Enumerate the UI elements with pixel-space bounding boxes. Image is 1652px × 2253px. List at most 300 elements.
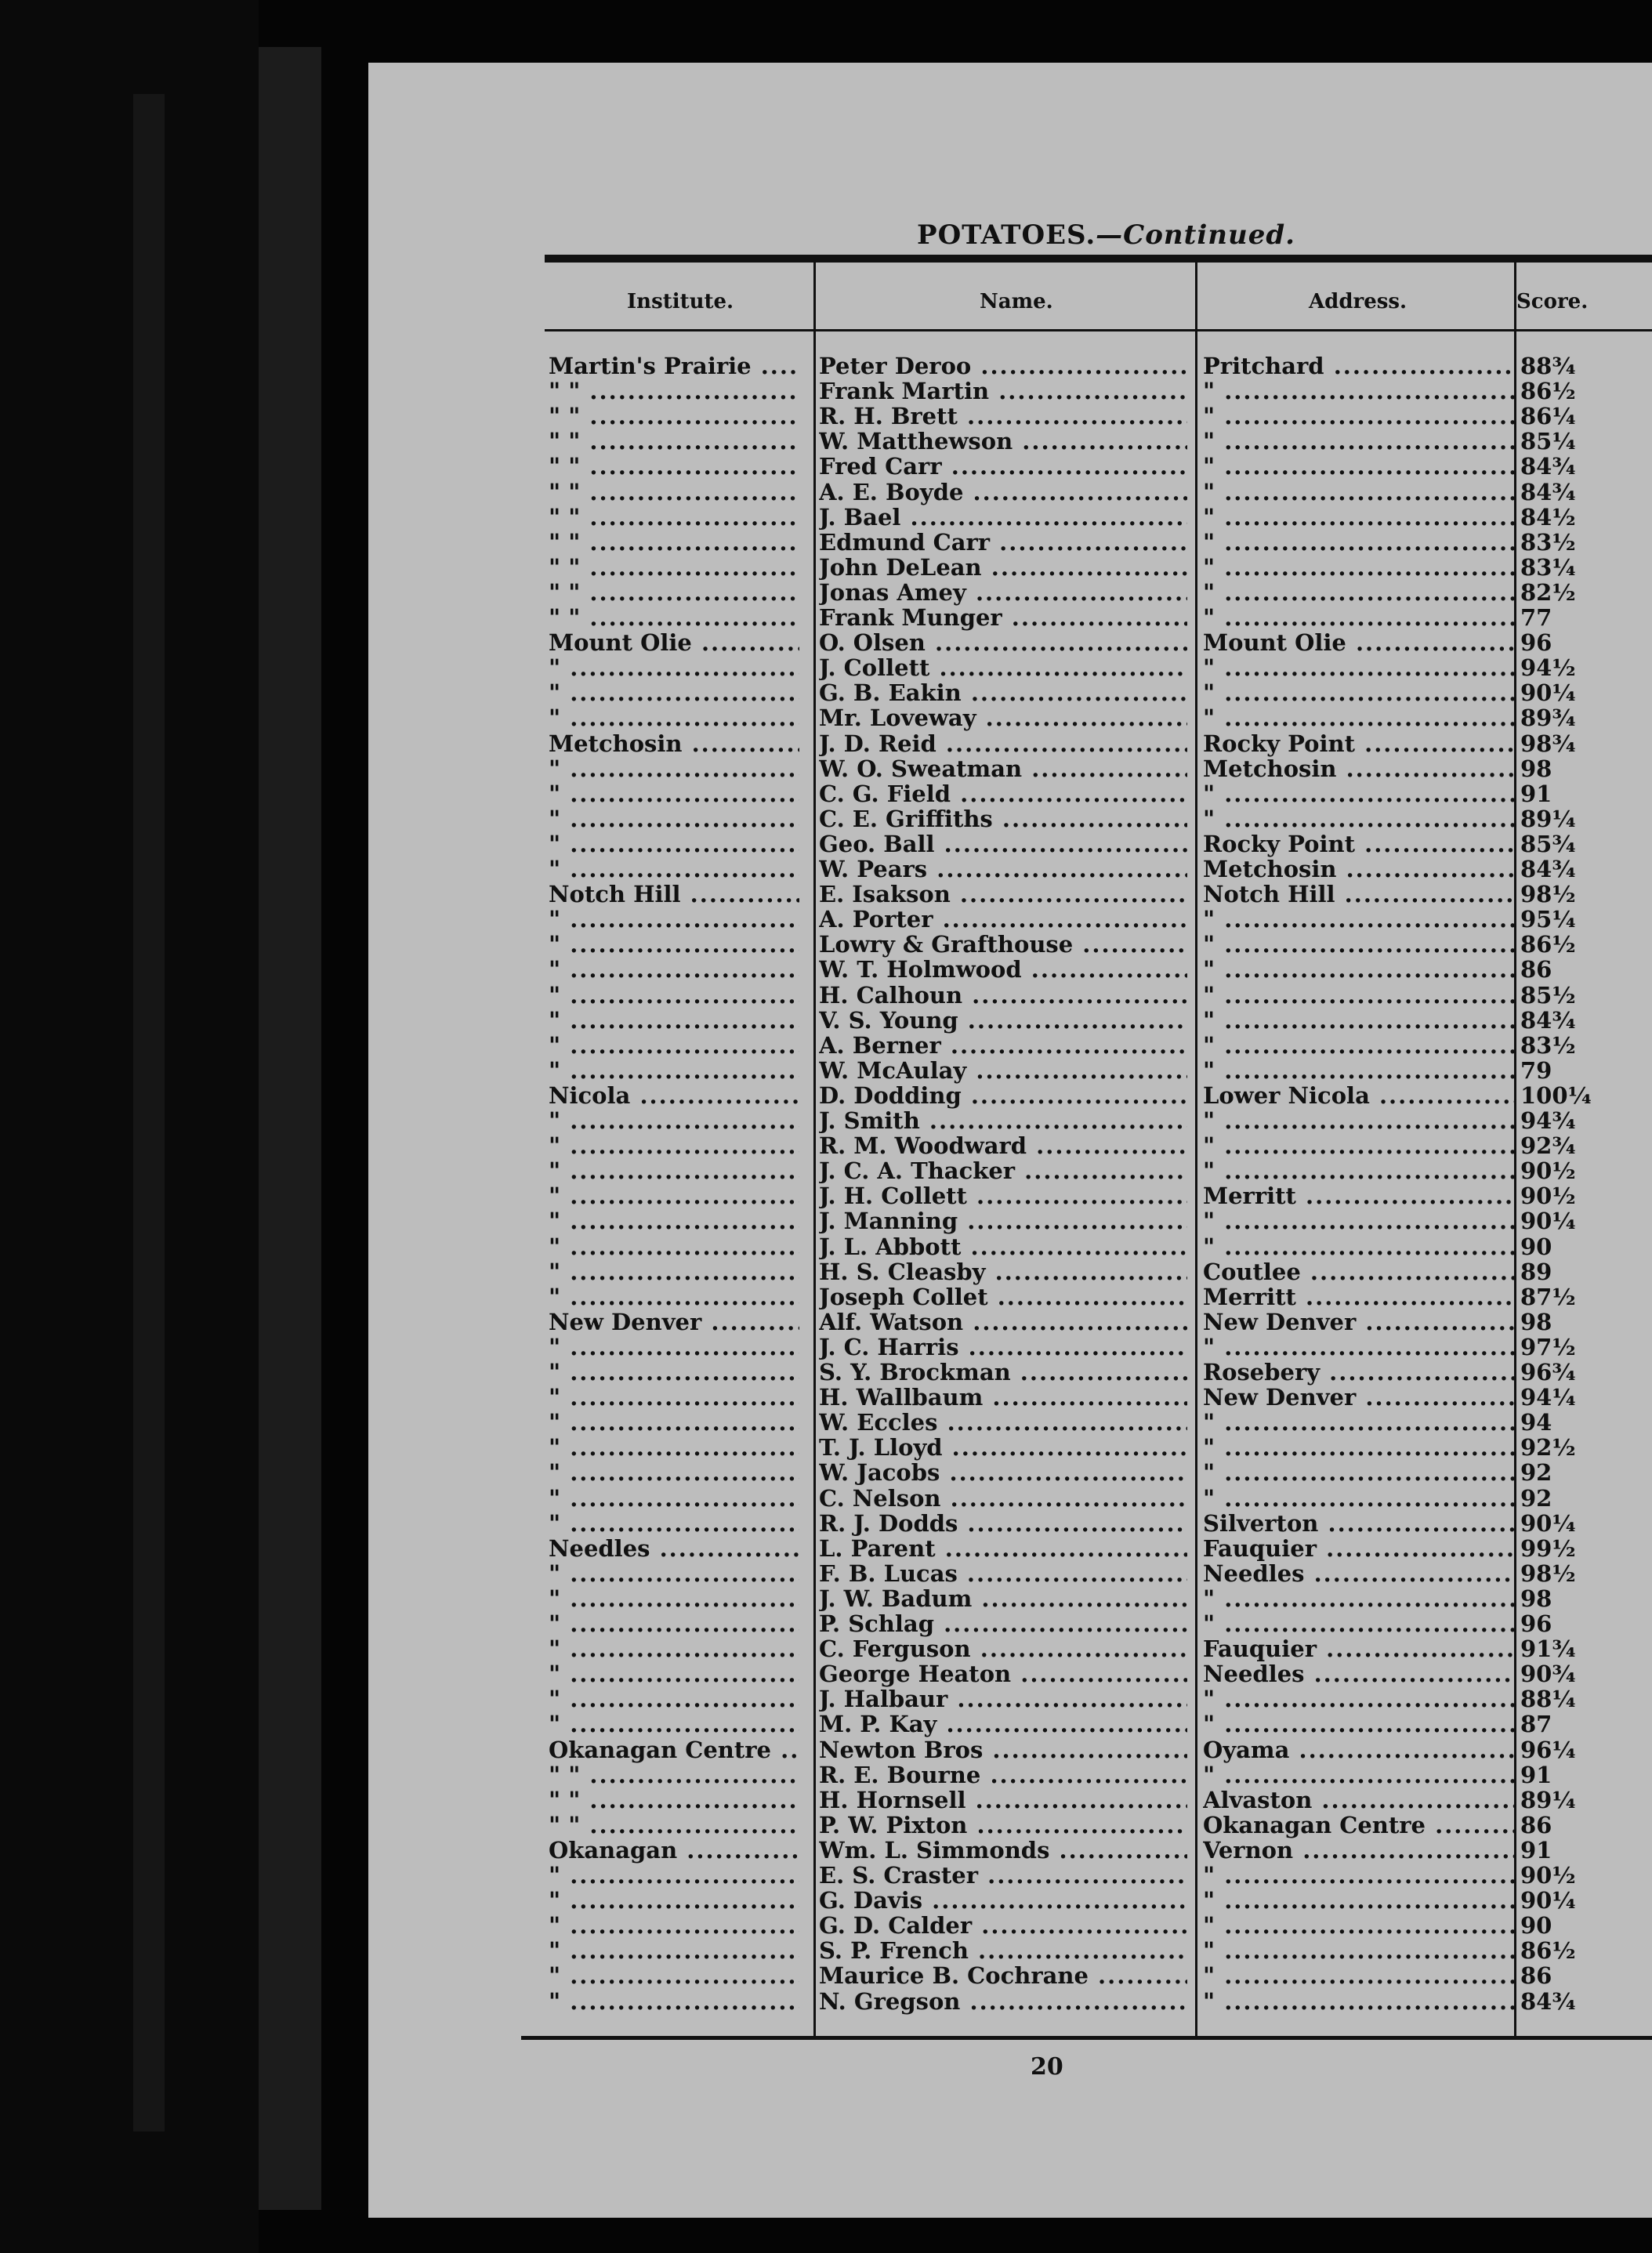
cell-name	[819, 1132, 1187, 1159]
cell-institute	[549, 1007, 799, 1034]
cell-score-text: 96	[1520, 1610, 1552, 1637]
cell-institute-text: " " .....	[549, 453, 799, 480]
cell-institute	[549, 403, 799, 429]
cell-institute-text: " .....	[549, 1862, 799, 1889]
cell-address-text: " .....	[1203, 1610, 1516, 1637]
cell-address-text: Metchosin .....	[1203, 856, 1516, 882]
cell-name	[819, 1233, 1187, 1260]
cell-name-text: W. Matthewson .....	[819, 428, 1187, 455]
cell-institute	[549, 504, 799, 531]
cell-name	[819, 554, 1187, 581]
cell-name	[819, 755, 1187, 782]
cell-institute-text: " .....	[549, 1057, 799, 1084]
cell-score-text: 90¼	[1520, 1509, 1576, 1537]
cell-address-text: New Denver .....	[1203, 1384, 1516, 1411]
cell-score	[1520, 1937, 1646, 1964]
cell-institute	[549, 428, 799, 455]
cell-name	[819, 705, 1187, 731]
cell-name	[819, 1183, 1187, 1209]
cell-score-text: 89¾	[1520, 705, 1576, 732]
cell-institute-text: " .....	[549, 1208, 799, 1234]
cell-address	[1203, 755, 1516, 782]
cell-institute	[549, 1284, 799, 1310]
cell-name-text: Peter Deroo .....	[819, 353, 1187, 379]
cell-score	[1520, 1535, 1646, 1562]
cell-score	[1520, 428, 1646, 455]
cell-score-text: 79	[1520, 1056, 1552, 1084]
header-institute: Institute.	[627, 290, 734, 313]
cell-name	[819, 1686, 1187, 1712]
cell-institute	[549, 1233, 799, 1260]
cell-name-text: W. Pears .....	[819, 856, 1187, 882]
cell-score-text: 87½	[1520, 1283, 1576, 1310]
cell-institute	[549, 1862, 799, 1889]
table-row	[368, 1132, 1652, 1160]
cell-name-text: N. Gregson .....	[819, 1988, 1187, 2015]
table-row	[368, 428, 1652, 453]
cell-name-text: A. Berner .....	[819, 1032, 1187, 1059]
cell-institute	[549, 1434, 799, 1461]
table-row	[368, 730, 1652, 755]
cell-score	[1520, 1132, 1646, 1159]
cell-name-text: A. E. Boyde .....	[819, 479, 1187, 505]
cell-score-text: 98	[1520, 1585, 1552, 1612]
table-row	[368, 1812, 1652, 1837]
cell-address-text: " .....	[1203, 806, 1516, 832]
cell-name-text: L. Parent .....	[819, 1535, 1187, 1562]
cell-institute-text: " .....	[549, 1284, 799, 1310]
table-row	[368, 1409, 1652, 1434]
cell-institute-text: " .....	[549, 931, 799, 958]
cell-name-text: J. C. Harris .....	[819, 1334, 1187, 1360]
cell-address-text: Notch Hill .....	[1203, 881, 1516, 907]
table-row	[368, 1686, 1652, 1711]
cell-address	[1203, 353, 1516, 379]
document-page	[368, 63, 1652, 2218]
cell-address	[1203, 604, 1516, 631]
table-row	[368, 1082, 1652, 1107]
cell-institute-text: " .....	[549, 1585, 799, 1612]
cell-score-text: 86½	[1520, 1937, 1576, 1965]
cell-score-text: 97½	[1520, 1333, 1576, 1360]
cell-institute-text: " .....	[549, 1510, 799, 1537]
cell-address-text: " .....	[1203, 1762, 1516, 1788]
table-row	[368, 1711, 1652, 1736]
cell-address-text: " .....	[1203, 604, 1516, 631]
table-row	[368, 982, 1652, 1007]
cell-name-text: C. G. Field .....	[819, 781, 1187, 807]
cell-score-text: 84½	[1520, 503, 1576, 531]
cell-name	[819, 1737, 1187, 1763]
cell-name-text: V. S. Young .....	[819, 1007, 1187, 1034]
table-row	[368, 831, 1652, 856]
table-row	[368, 755, 1652, 781]
cell-score-text: 89	[1520, 1258, 1552, 1285]
cell-address-text: Merritt .....	[1203, 1183, 1516, 1209]
cell-name	[819, 1309, 1187, 1335]
cell-institute-text: " .....	[549, 1962, 799, 1989]
cell-institute	[549, 479, 799, 505]
cell-address	[1203, 1082, 1516, 1109]
cell-institute	[549, 529, 799, 556]
cell-institute	[549, 1988, 799, 2015]
cell-score	[1520, 1057, 1646, 1084]
cell-address	[1203, 1737, 1516, 1763]
cell-address	[1203, 1610, 1516, 1637]
cell-address	[1203, 1787, 1516, 1813]
cell-address	[1203, 554, 1516, 581]
cell-institute-text: " .....	[549, 1459, 799, 1486]
cell-address	[1203, 931, 1516, 958]
table-row	[368, 1887, 1652, 1912]
cell-score-text: 86½	[1520, 378, 1576, 405]
cell-address	[1203, 453, 1516, 480]
cell-name-text: Lowry & Grafthouse .....	[819, 931, 1187, 958]
cell-name-text: J. Manning .....	[819, 1208, 1187, 1234]
table-row	[368, 1032, 1652, 1057]
cell-name-text: S. P. French .....	[819, 1937, 1187, 1964]
cell-institute-text: " " .....	[549, 1812, 799, 1838]
cell-institute	[549, 1309, 799, 1335]
cell-score	[1520, 781, 1646, 807]
cell-score	[1520, 1459, 1646, 1486]
cell-institute	[549, 1962, 799, 1989]
cell-institute	[549, 1057, 799, 1084]
page-title	[917, 219, 1295, 251]
cell-address	[1203, 1259, 1516, 1285]
table-row	[368, 705, 1652, 730]
cell-score	[1520, 1157, 1646, 1184]
cell-institute	[549, 1334, 799, 1360]
cell-address-text: " .....	[1203, 1409, 1516, 1436]
cell-address	[1203, 1132, 1516, 1159]
cell-name-text: S. Y. Brockman .....	[819, 1359, 1187, 1385]
cell-score-text: 98¾	[1520, 730, 1576, 757]
cell-score	[1520, 982, 1646, 1009]
cell-name	[819, 931, 1187, 958]
cell-institute-text: " .....	[549, 705, 799, 731]
cell-address	[1203, 856, 1516, 882]
cell-institute-text: Metchosin .....	[549, 730, 799, 757]
cell-score	[1520, 1434, 1646, 1461]
cell-institute	[549, 1661, 799, 1687]
cell-institute-text: " .....	[549, 1610, 799, 1637]
cell-name	[819, 1208, 1187, 1234]
cell-address-text: " .....	[1203, 705, 1516, 731]
cell-institute	[549, 1535, 799, 1562]
cell-name	[819, 806, 1187, 832]
cell-name	[819, 856, 1187, 882]
cell-address	[1203, 1384, 1516, 1411]
cell-institute-text: " .....	[549, 806, 799, 832]
cell-name	[819, 1082, 1187, 1109]
cell-institute-text: Okanagan Centre .....	[549, 1737, 799, 1763]
cell-score	[1520, 1208, 1646, 1234]
cell-address-text: Vernon .....	[1203, 1837, 1516, 1864]
cell-score-text: 87	[1520, 1711, 1552, 1738]
cell-institute	[549, 453, 799, 480]
cell-score-text: 94	[1520, 1409, 1552, 1436]
cell-name-text: W. Eccles .....	[819, 1409, 1187, 1436]
cell-score	[1520, 956, 1646, 983]
cell-name	[819, 1661, 1187, 1687]
cell-score-text: 94¾	[1520, 1107, 1576, 1134]
table-row	[368, 1157, 1652, 1183]
cell-score-text: 90¼	[1520, 1887, 1576, 1914]
table-row	[368, 679, 1652, 705]
title-sub: —Continued.	[1096, 219, 1295, 251]
cell-address-text: Oyama .....	[1203, 1737, 1516, 1763]
cell-address-text: " .....	[1203, 1711, 1516, 1737]
cell-name	[819, 956, 1187, 983]
cell-institute-text: " " .....	[549, 403, 799, 429]
cell-address-text: Fauquier .....	[1203, 1535, 1516, 1562]
cell-institute-text: " .....	[549, 1384, 799, 1411]
cell-name	[819, 1057, 1187, 1084]
header-name: Name.	[980, 290, 1053, 313]
cell-address	[1203, 1208, 1516, 1234]
cell-score-text: 98	[1520, 755, 1552, 782]
table-row	[368, 1208, 1652, 1233]
cell-institute-text: Mount Olie .....	[549, 629, 799, 656]
cell-score-text: 86	[1520, 1811, 1552, 1838]
table-row	[368, 353, 1652, 378]
cell-institute	[549, 831, 799, 857]
cell-address	[1203, 1686, 1516, 1712]
cell-name-text: H. Hornsell .....	[819, 1787, 1187, 1813]
cell-name-text: R. E. Bourne .....	[819, 1762, 1187, 1788]
cell-score-text: 83½	[1520, 528, 1576, 556]
cell-address-text: Rosebery .....	[1203, 1359, 1516, 1385]
table-row	[368, 1434, 1652, 1462]
cell-address	[1203, 1711, 1516, 1737]
cell-name	[819, 1459, 1187, 1486]
cell-score-text: 84¾	[1520, 453, 1576, 480]
cell-institute	[549, 755, 799, 782]
cell-score-text: 86	[1520, 1962, 1552, 1990]
cell-institute-text: " " .....	[549, 1787, 799, 1813]
table-row	[368, 629, 1652, 657]
table-row	[368, 378, 1652, 403]
cell-name-text: Maurice B. Cochrane .....	[819, 1962, 1187, 1989]
cell-address-text: Coutlee .....	[1203, 1259, 1516, 1285]
cell-score-text: 92	[1520, 1484, 1552, 1512]
cell-score	[1520, 705, 1646, 731]
cell-address	[1203, 654, 1516, 681]
cell-address	[1203, 781, 1516, 807]
cell-score	[1520, 1635, 1646, 1662]
cell-name	[819, 831, 1187, 857]
cell-institute	[549, 931, 799, 958]
book-spine	[259, 47, 321, 2210]
cell-name-text: J. L. Abbott .....	[819, 1233, 1187, 1260]
cell-institute	[549, 806, 799, 832]
table-top-rule	[545, 255, 1652, 263]
cell-score	[1520, 504, 1646, 531]
cell-score	[1520, 1585, 1646, 1612]
cell-score-text: 96¾	[1520, 1359, 1576, 1385]
table-row	[368, 1737, 1652, 1762]
cell-name-text: E. Isakson .....	[819, 881, 1187, 907]
cell-name	[819, 1912, 1187, 1939]
cell-address-text: Rocky Point .....	[1203, 831, 1516, 857]
table-row	[368, 1787, 1652, 1812]
cell-score	[1520, 1962, 1646, 1989]
cell-address	[1203, 629, 1516, 656]
cell-institute-text: " .....	[549, 654, 799, 681]
cell-institute-text: Martin's Prairie .....	[549, 353, 799, 379]
cell-name-text: Edmund Carr .....	[819, 529, 1187, 556]
cell-score	[1520, 1711, 1646, 1737]
cell-score	[1520, 353, 1646, 379]
cell-score	[1520, 1259, 1646, 1285]
cell-address-text: " .....	[1203, 1459, 1516, 1486]
cell-institute-text: " .....	[549, 1007, 799, 1034]
cell-name	[819, 1535, 1187, 1562]
cell-name	[819, 730, 1187, 757]
cell-score-text: 89¼	[1520, 1786, 1576, 1813]
cell-name	[819, 1560, 1187, 1587]
cell-name	[819, 881, 1187, 907]
cell-name	[819, 1284, 1187, 1310]
cell-address-text: Pritchard .....	[1203, 353, 1516, 379]
cell-address-text: " .....	[1203, 982, 1516, 1009]
table-row	[368, 1962, 1652, 1990]
cell-address-text: " .....	[1203, 1032, 1516, 1059]
cell-score-text: 86½	[1520, 931, 1576, 958]
table-row	[368, 781, 1652, 806]
table-row	[368, 1259, 1652, 1284]
cell-institute	[549, 1132, 799, 1159]
cell-address	[1203, 1560, 1516, 1587]
cell-institute-text: " .....	[549, 1409, 799, 1436]
cell-score	[1520, 856, 1646, 882]
cell-score-text: 98	[1520, 1308, 1552, 1335]
cell-name	[819, 781, 1187, 807]
cell-score	[1520, 1334, 1646, 1360]
cell-name-text: W. T. Holmwood .....	[819, 956, 1187, 983]
cell-score	[1520, 604, 1646, 631]
cell-score-text: 91	[1520, 1761, 1552, 1788]
cell-name	[819, 1032, 1187, 1059]
cell-name-text: Geo. Ball .....	[819, 831, 1187, 857]
table-row	[368, 1988, 1652, 2013]
table-row	[368, 1837, 1652, 1862]
cell-score-text: 85¼	[1520, 428, 1576, 455]
cell-name	[819, 1434, 1187, 1461]
cell-score-text: 94½	[1520, 654, 1576, 682]
header-address: Address.	[1309, 290, 1407, 313]
cell-name	[819, 1359, 1187, 1385]
cell-institute	[549, 378, 799, 404]
cell-address	[1203, 1409, 1516, 1436]
cell-institute-text: " .....	[549, 1937, 799, 1964]
cell-name-text: W. Jacobs .....	[819, 1459, 1187, 1486]
cell-address	[1203, 1334, 1516, 1360]
cell-name-text: H. Wallbaum .....	[819, 1384, 1187, 1411]
cell-score	[1520, 1661, 1646, 1687]
cell-institute-text: Nicola .....	[549, 1082, 799, 1109]
cell-name	[819, 1107, 1187, 1134]
cell-name	[819, 1837, 1187, 1864]
cell-name-text: J. W. Badum .....	[819, 1585, 1187, 1612]
cell-institute-text: Notch Hill .....	[549, 881, 799, 907]
cell-institute-text: " .....	[549, 679, 799, 706]
cell-address-text: Mount Olie .....	[1203, 629, 1516, 656]
cell-address-text: Merritt .....	[1203, 1284, 1516, 1310]
cell-institute	[549, 554, 799, 581]
cell-score-text: 99½	[1520, 1534, 1576, 1562]
cell-name	[819, 529, 1187, 556]
cell-institute-text: New Denver .....	[549, 1309, 799, 1335]
cell-name-text: P. Schlag .....	[819, 1610, 1187, 1637]
cell-name-text: R. J. Dodds .....	[819, 1510, 1187, 1537]
cell-address	[1203, 1661, 1516, 1687]
cell-name	[819, 1937, 1187, 1964]
table-row	[368, 1560, 1652, 1585]
cell-institute	[549, 705, 799, 731]
cell-address-text: " .....	[1203, 906, 1516, 933]
cell-address-text: Fauquier .....	[1203, 1635, 1516, 1662]
cell-institute	[549, 1887, 799, 1914]
cell-institute-text: " .....	[549, 982, 799, 1009]
cell-institute-text: " " .....	[549, 554, 799, 581]
cell-address-text: " .....	[1203, 428, 1516, 455]
cell-score	[1520, 654, 1646, 681]
cell-score-text: 98½	[1520, 1559, 1576, 1587]
cell-score-text: 92	[1520, 1459, 1552, 1487]
cell-score-text: 98½	[1520, 881, 1576, 908]
cell-address-text: " .....	[1203, 1057, 1516, 1084]
cell-score	[1520, 931, 1646, 958]
cell-score-text: 77	[1520, 604, 1552, 631]
cell-address	[1203, 1434, 1516, 1461]
cell-address-text: " .....	[1203, 956, 1516, 983]
cell-address-text: Metchosin .....	[1203, 755, 1516, 782]
cell-institute	[549, 604, 799, 631]
table-row	[368, 529, 1652, 554]
cell-address-text: " .....	[1203, 1132, 1516, 1159]
cell-address	[1203, 1988, 1516, 2015]
cell-institute	[549, 982, 799, 1009]
cell-score	[1520, 1762, 1646, 1788]
cell-address	[1203, 1459, 1516, 1486]
table-row	[368, 1937, 1652, 1965]
cell-institute	[549, 1737, 799, 1763]
cell-name	[819, 1862, 1187, 1889]
cell-score-text: 91	[1520, 1836, 1552, 1864]
cell-institute	[549, 1560, 799, 1587]
cell-institute	[549, 579, 799, 606]
cell-institute	[549, 1032, 799, 1059]
cell-score-text: 92¾	[1520, 1132, 1576, 1160]
cell-score-text: 90½	[1520, 1183, 1576, 1210]
cell-score-text: 89¼	[1520, 805, 1576, 832]
cell-score-text: 84¾	[1520, 478, 1576, 505]
cell-name-text: T. J. Lloyd .....	[819, 1434, 1187, 1461]
cell-institute	[549, 1259, 799, 1285]
table-row	[368, 956, 1652, 981]
cell-score-text: 82½	[1520, 578, 1576, 606]
cell-score-text: 84¾	[1520, 1006, 1576, 1034]
cell-institute-text: " .....	[549, 1334, 799, 1360]
cell-address-text: Lower Nicola .....	[1203, 1082, 1516, 1109]
cell-name	[819, 1007, 1187, 1034]
cell-name	[819, 1157, 1187, 1184]
cell-name	[819, 1635, 1187, 1662]
cell-name	[819, 579, 1187, 606]
cell-address	[1203, 1485, 1516, 1512]
